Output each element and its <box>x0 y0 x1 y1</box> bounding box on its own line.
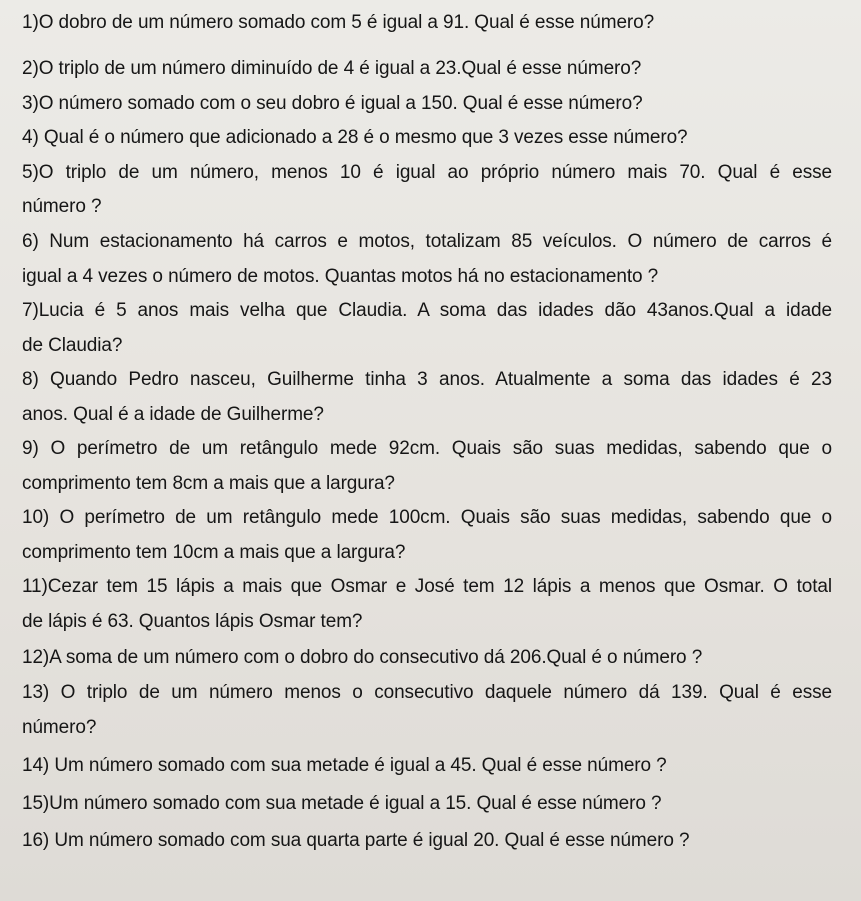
q8-line-2: anos. Qual é a idade de Guilherme? <box>22 404 324 425</box>
q13-line-1: 13) O triplo de um número menos o consecutivo daquele número dá 139. Qual é esse <box>22 682 832 703</box>
q6-line-1: 6) Num estacionamento há carros e motos, totalizam 85 veículos. O número de carros é <box>22 231 832 252</box>
q3-line: 3)O número somado com o seu dobro é igual a 150. Qual é esse número? <box>22 93 643 114</box>
q11-line-1: 11)Cezar tem 15 lápis a mais que Osmar e José tem 12 lápis a menos que Osmar. O total <box>22 576 832 597</box>
q15-line: 15)Um número somado com sua metade é igual a 15. Qual é esse número ? <box>22 793 662 814</box>
q1-line: 1)O dobro de um número somado com 5 é igual a 91. Qual é esse número? <box>22 12 655 33</box>
q6-line-2: igual a 4 vezes o número de motos. Quantas motos há no estacionamento ? <box>22 266 659 287</box>
q7-line-1: 7)Lucia é 5 anos mais velha que Claudia. A soma das idades dão 43anos.Qual a idade <box>22 300 832 321</box>
q9-line-1: 9) O perímetro de um retângulo mede 92cm. Quais são suas medidas, sabendo que o <box>22 438 832 459</box>
q12-line: 12)A soma de um número com o dobro do consecutivo dá 206.Qual é o número ? <box>22 647 703 668</box>
q14-line: 14) Um número somado com sua metade é igual a 45. Qual é esse número ? <box>22 755 667 776</box>
q9-line-2: comprimento tem 8cm a mais que a largura? <box>22 473 395 494</box>
q13-line-2: número? <box>22 717 97 738</box>
q4-line: 4) Qual é o número que adicionado a 28 é o mesmo que 3 vezes esse número? <box>22 127 688 148</box>
q10-line-1: 10) O perímetro de um retângulo mede 100cm. Quais são suas medidas, sabendo que o <box>22 507 832 528</box>
q11-line-2: de lápis é 63. Quantos lápis Osmar tem? <box>22 611 363 632</box>
q8-line-1: 8) Quando Pedro nasceu, Guilherme tinha 3 anos. Atualmente a soma das idades é 23 <box>22 369 832 390</box>
q5-line-1: 5)O triplo de um número, menos 10 é igual ao próprio número mais 70. Qual é esse <box>22 162 832 183</box>
q5-line-2: número ? <box>22 196 102 217</box>
q7-line-2: de Claudia? <box>22 335 123 356</box>
q10-line-2: comprimento tem 10cm a mais que a largura? <box>22 542 406 563</box>
q2-line: 2)O triplo de um número diminuído de 4 é igual a 23.Qual é esse número? <box>22 58 642 79</box>
q16-line: 16) Um número somado com sua quarta parte é igual 20. Qual é esse número ? <box>22 830 690 851</box>
